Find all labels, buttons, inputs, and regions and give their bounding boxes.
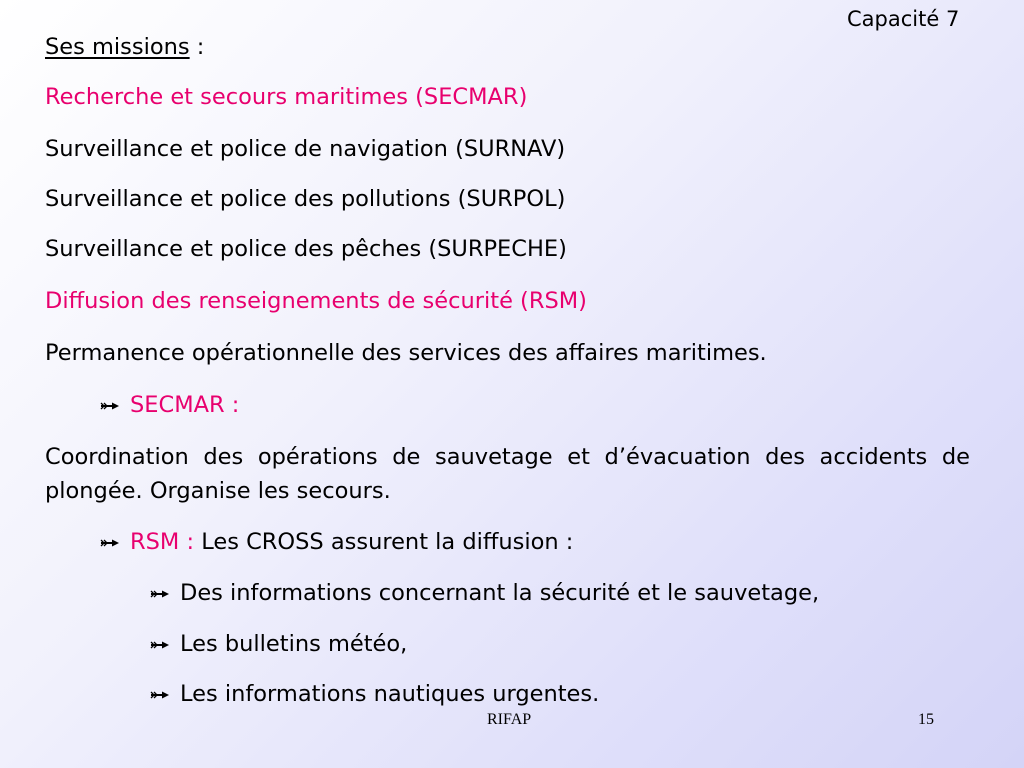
mission-item: Surveillance et police des pollutions (SURPOL) <box>45 186 566 212</box>
capacity-label: Capacité 7 <box>847 7 960 31</box>
secmar-description: Coordination des opérations de sauvetage et d’évacuation des accidents de plongée. Organise les secours. <box>45 444 970 504</box>
mission-item: Permanence opérationnelle des services des affaires maritimes. <box>45 340 767 366</box>
feather-arrow-icon <box>150 588 170 600</box>
missions-heading-text: Ses missions <box>45 34 190 60</box>
mission-item: Surveillance et police de navigation (SURNAV) <box>45 136 566 162</box>
feather-arrow-icon <box>100 400 120 412</box>
secmar-label: SECMAR : <box>130 392 240 418</box>
rsm-label: RSM : <box>130 529 195 555</box>
missions-heading-colon: : <box>189 34 205 60</box>
rsm-text: Les CROSS assurent la diffusion : <box>194 529 574 555</box>
missions-heading <box>45 30 204 64</box>
rsm-list-item <box>150 627 407 661</box>
feather-arrow-icon <box>150 639 170 651</box>
secmar-section <box>100 388 239 422</box>
rsm-list-item <box>150 576 819 610</box>
rsm-list-item-text: Les bulletins météo, <box>180 631 408 657</box>
mission-item: Recherche et secours maritimes (SECMAR) <box>45 84 528 110</box>
rsm-list-item <box>150 677 599 711</box>
feather-arrow-icon <box>100 537 120 549</box>
mission-item: Surveillance et police des pêches (SURPECHE) <box>45 236 567 262</box>
rsm-list-item-text: Les informations nautiques urgentes. <box>180 681 600 707</box>
rsm-section <box>100 525 573 559</box>
rsm-list-item-text: Des informations concernant la sécurité et le sauvetage, <box>180 580 820 606</box>
feather-arrow-icon <box>150 689 170 701</box>
page-number: 15 <box>918 711 934 728</box>
footer-center: RIFAP <box>487 711 532 728</box>
mission-item: Diffusion des renseignements de sécurité (RSM) <box>45 288 587 314</box>
